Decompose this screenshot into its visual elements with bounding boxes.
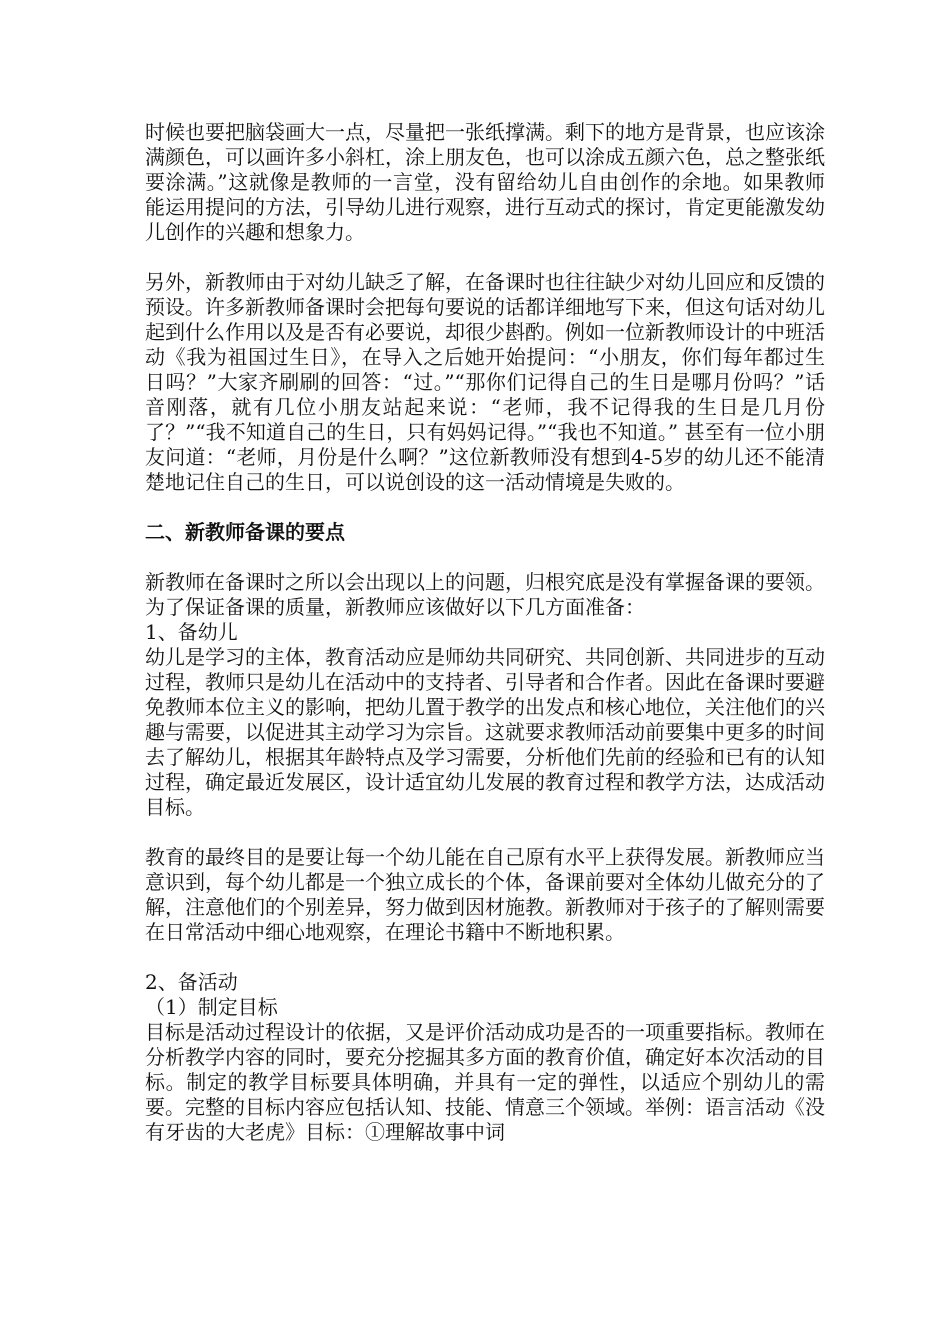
subheading-prepare-activity: 2、备活动 <box>145 970 238 994</box>
paragraph-drawing-instruction: 时候也要把脑袋画大一点，尽量把一张纸撑满。剩下的地方是背景，也应该涂满颜色，可以画许多小斜杠，涂上朋友色，也可以涂成五颜六色，总之整张纸要涂满。”这就像是教师的一言堂，没有留给幼儿自由创作的余地。如果教师能运用提问的方法，引导幼儿进行观察，进行互动式的探讨，肯定更能激发幼儿创作的兴趣和想象力。 <box>145 120 825 244</box>
document-page <box>145 120 825 1145</box>
paragraph-lack-of-feedback: 另外，新教师由于对幼儿缺乏了解，在备课时也往往缺少对幼儿回应和反馈的预设。许多新教师备课时会把每句要说的话都详细地写下来，但这句话对幼儿起到什么作用以及是否有必要说，却很少斟酌。例如一位新教师设计的中班活动《我为祖国过生日》，在导入之后她开始提问：“小朋友，你们每年都过生日吗？”大家齐刷刷的回答：“过。”“那你们记得自己的生日是哪月份吗？”话音刚落，就有几位小朋友站起来说：“老师，我不记得我的生日是几月份了？”“我不知道自己的生日，只有妈妈记得。”“我也不知道。” 甚至有一位小朋友问道：“老师，月份是什么啊？”这位新教师没有想到4-5岁的幼儿还不能清楚地记住自己的生日，可以说创设的这一活动情境是失败的。 <box>145 270 825 494</box>
paragraph-key-points-intro: 新教师在备课时之所以会出现以上的问题，归根究底是没有掌握备课的要领。为了保证备课的质量，新教师应该做好以下几方面准备： <box>145 570 825 619</box>
subheading-prepare-children: 1、备幼儿 <box>145 620 238 644</box>
paragraph-goal-setting: 目标是活动过程设计的依据，又是评价活动成功是否的一项重要指标。教师在分析教学内容的同时，要充分挖掘其多方面的教育价值，确定好本次活动的目标。制定的教学目标要具体明确，并具有一定的弹性，以适应个别幼儿的需要。完整的目标内容应包括认知、技能、情意三个领域。举例：语言活动《没有牙齿的大老虎》目标：①理解故事中词 <box>145 1020 825 1144</box>
paragraph-children-as-subject: 幼儿是学习的主体，教育活动应是师幼共同研究、共同创新、共同进步的互动过程，教师只是幼儿在活动中的支持者、引导者和合作者。因此在备课时要避免教师本位主义的影响，把幼儿置于教学的出发点和核心地位，关注他们的兴趣与需要，以促进其主动学习为宗旨。这就要求教师活动前要集中更多的时间去了解幼儿，根据其年龄特点及学习需要，分析他们先前的经验和已有的认知过程，确定最近发展区，设计适宜幼儿发展的教育过程和教学方法，达成活动目标。 <box>145 645 825 819</box>
paragraph-education-goal: 教育的最终目的是要让每一个幼儿能在自己原有水平上获得发展。新教师应当意识到，每个幼儿都是一个独立成长的个体，备课前要对全体幼儿做充分的了解，注意他们的个别差异，努力做到因材施教。新教师对于孩子的了解则需要在日常活动中细心地观察，在理论书籍中不断地积累。 <box>145 845 825 944</box>
subheading-set-goals: （1）制定目标 <box>145 995 278 1019</box>
section-heading-key-points: 二、新教师备课的要点 <box>145 520 345 544</box>
